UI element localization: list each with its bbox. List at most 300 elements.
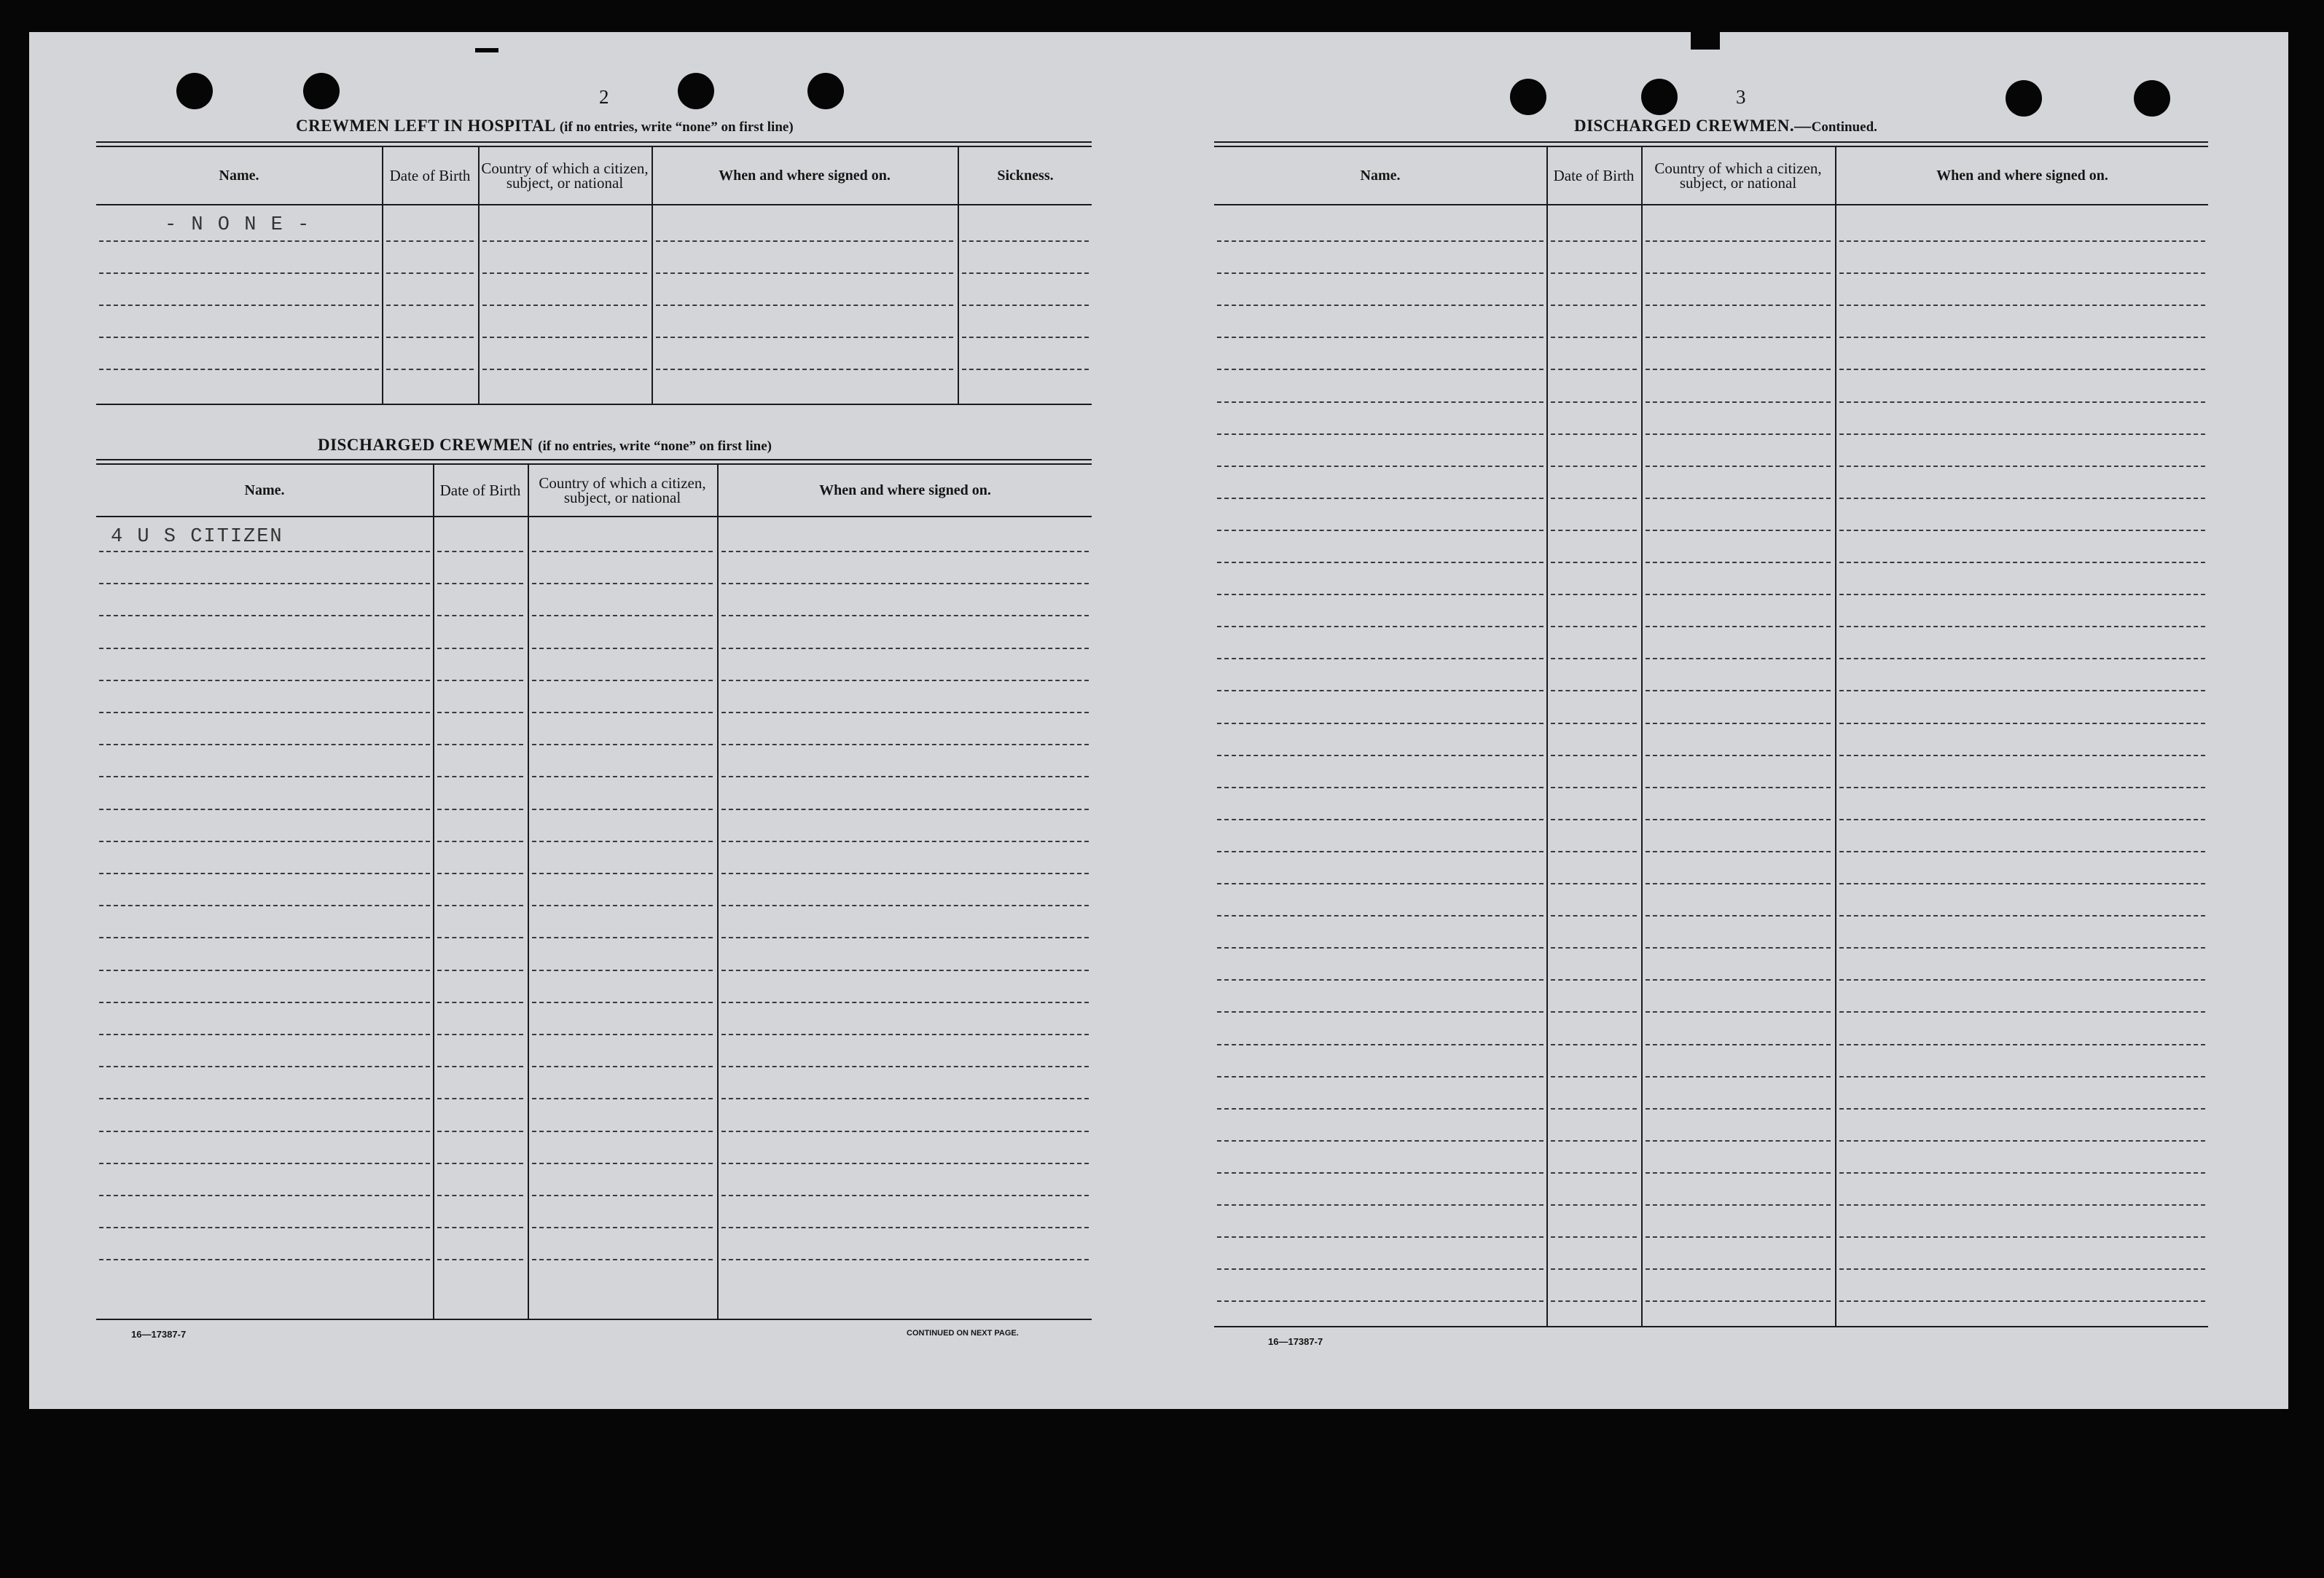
dashed-row-line [386,305,474,306]
dashed-row-line [437,1066,523,1067]
dashed-row-line [962,240,1089,242]
dashed-row-line [1646,1140,1831,1142]
dashed-row-line [99,1034,430,1035]
dashed-row-line [1217,690,1544,691]
dashed-row-line [532,648,713,649]
dashed-row-line [721,712,1089,713]
dashed-row-line [1217,1172,1544,1174]
continued-suffix: Continued. [1811,119,1877,135]
dashed-row-line [99,1195,430,1196]
dashed-row-line [1551,466,1637,467]
dashed-row-line [1839,1011,2205,1013]
dashed-row-line [437,680,523,681]
dashed-row-line [1551,1011,1637,1013]
dashed-row-line [1646,272,1831,274]
dashed-row-line [437,1195,523,1196]
dashed-row-line [1217,1204,1544,1206]
dashed-row-line [1839,1044,2205,1045]
dashed-row-line [1839,272,2205,274]
dashed-row-line [1646,1172,1831,1174]
dashed-row-line [1551,1076,1637,1077]
dashed-row-line [1217,562,1544,563]
column-header-sickness: Sickness. [997,168,1054,184]
dashed-row-line [721,1098,1089,1099]
dashed-row-line [962,305,1089,306]
dashed-row-line [1646,690,1831,691]
dashed-row-line [1839,369,2205,370]
dashed-row-line [1646,883,1831,884]
dashed-row-line [1217,1011,1544,1013]
dashed-row-line [532,1195,713,1196]
dashed-row-line [386,369,474,370]
dashed-row-line [437,1259,523,1260]
dashed-row-line [721,583,1089,584]
dashed-row-line [437,1002,523,1003]
dashed-row-line [721,905,1089,906]
dashed-row-line [656,305,953,306]
dashed-row-line [1217,433,1544,435]
dashed-row-line [721,1227,1089,1228]
page-number-left: 2 [599,86,609,108]
dashed-row-line [1646,851,1831,852]
dashed-row-line [99,873,430,874]
dashed-row-line [99,240,379,242]
dashed-row-line [1217,594,1544,595]
column-header-country: Country of which a citizen, subject, or national [1654,160,1822,192]
dashed-row-line [1839,562,2205,563]
dashed-row-line [1551,883,1637,884]
dashed-row-line [1646,1044,1831,1045]
dashed-row-line [1217,947,1544,949]
dashed-row-line [1646,305,1831,306]
hospital-subtitle-text: (if no entries, write “none” on first line) [559,119,794,135]
dashed-row-line [721,1131,1089,1132]
dashed-row-line [532,1002,713,1003]
column-header-name: Name. [244,482,285,498]
header-bottom-rule [96,516,1092,517]
dashed-row-line [437,873,523,874]
dashed-row-line [656,272,953,274]
dashed-row-line [386,240,474,242]
dashed-row-line [1217,658,1544,659]
dashed-row-line [532,905,713,906]
dashed-row-line [437,1163,523,1164]
dashed-row-line [99,841,430,842]
dashed-row-line [532,1227,713,1228]
column-divider [1835,147,1836,1326]
dashed-row-line [1551,433,1637,435]
dashed-row-line [1646,787,1831,788]
dashed-row-line [1551,1300,1637,1302]
table-bottom-rule [96,404,1092,405]
dashed-row-line [1217,1108,1544,1110]
dashed-row-line [721,841,1089,842]
dashed-row-line [99,272,379,274]
dashed-row-line [1646,562,1831,563]
dashed-row-line [1646,498,1831,499]
dashed-row-line [99,1002,430,1003]
table-top-rule [96,463,1092,465]
table-top-rule [1214,146,2208,147]
dashed-row-line [1551,851,1637,852]
discharged-continued-text: DISCHARGED CREWMEN.— [1574,117,1812,135]
dashed-row-line [1551,723,1637,724]
punch-hole [2006,80,2042,117]
dashed-row-line [1551,240,1637,242]
page-number-right: 3 [1736,86,1746,108]
dashed-row-line [1839,530,2205,531]
dashed-row-line [1646,1011,1831,1013]
dashed-row-line [1839,1108,2205,1110]
dashed-row-line [1646,337,1831,338]
dashed-row-line [1217,851,1544,852]
column-divider [1546,147,1548,1326]
dashed-row-line [1646,947,1831,949]
dashed-row-line [1551,1140,1637,1142]
column-header-name: Name. [1360,168,1401,184]
dashed-row-line [1551,690,1637,691]
table-top-rule [96,141,1092,143]
dashed-row-line [1217,272,1544,274]
hospital-row-entry: - N O N E - [165,214,311,236]
column-header-dob: Date of Birth [439,482,521,499]
dashed-row-line [1646,240,1831,242]
dashed-row-line [99,1131,430,1132]
dashed-row-line [532,1259,713,1260]
dashed-row-line [532,680,713,681]
dashed-row-line [1839,1076,2205,1077]
discharged-subtitle-text: (if no entries, write “none” on first line) [538,439,772,454]
dashed-row-line [1551,594,1637,595]
dashed-row-line [1839,1300,2205,1302]
dashed-row-line [1217,1076,1544,1077]
dashed-row-line [1646,723,1831,724]
dashed-row-line [437,841,523,842]
dashed-row-line [721,1195,1089,1196]
form-number-left: 16—17387-7 [131,1329,187,1340]
discharged-title-text: DISCHARGED CREWMEN [318,436,533,454]
dashed-row-line [99,776,430,777]
dashed-row-line [1217,498,1544,499]
dashed-row-line [437,776,523,777]
dashed-row-line [1551,562,1637,563]
dashed-row-line [1551,755,1637,756]
dashed-row-line [1646,1300,1831,1302]
dashed-row-line [1217,915,1544,916]
dashed-row-line [1551,1268,1637,1270]
dashed-row-line [1839,1236,2205,1238]
dashed-row-line [99,583,430,584]
dashed-row-line [1646,594,1831,595]
dashed-row-line [482,272,647,274]
dashed-row-line [1217,883,1544,884]
discharged-continued-title [1574,117,1877,136]
dashed-row-line [532,1034,713,1035]
dashed-row-line [1217,1236,1544,1238]
edge-mark [475,48,498,52]
dashed-row-line [1646,369,1831,370]
dashed-row-line [437,1034,523,1035]
punch-hole [678,73,714,109]
dashed-row-line [721,615,1089,616]
dashed-row-line [532,1163,713,1164]
dashed-row-line [1551,1172,1637,1174]
table-top-rule [96,459,1092,460]
dashed-row-line [1839,819,2205,820]
dashed-row-line [721,744,1089,745]
dashed-row-line [1217,819,1544,820]
dashed-row-line [1551,947,1637,949]
dashed-row-line [1646,1108,1831,1110]
dashed-row-line [532,841,713,842]
dashed-row-line [99,1163,430,1164]
document-sheet [29,32,2288,1409]
dashed-row-line [721,1002,1089,1003]
dashed-row-line [437,970,523,971]
dashed-row-line [1646,530,1831,531]
dashed-row-line [1551,787,1637,788]
table-top-rule [1214,141,2208,143]
dashed-row-line [1551,337,1637,338]
dashed-row-line [1551,1236,1637,1238]
dashed-row-line [482,240,647,242]
dashed-row-line [1217,626,1544,627]
dashed-row-line [1551,979,1637,981]
dashed-row-line [1217,369,1544,370]
dashed-row-line [386,272,474,274]
dashed-row-line [1839,1172,2205,1174]
dashed-row-line [1217,787,1544,788]
dashed-row-line [437,712,523,713]
dashed-row-line [656,240,953,242]
dashed-row-line [99,615,430,616]
dashed-row-line [482,337,647,338]
column-header-dob: Date of Birth [389,167,471,184]
dashed-row-line [1217,240,1544,242]
dashed-row-line [1839,1268,2205,1270]
dashed-row-line [532,776,713,777]
dashed-row-line [1551,369,1637,370]
header-bottom-rule [96,204,1092,205]
dashed-row-line [1646,1236,1831,1238]
dashed-row-line [99,1227,430,1228]
edge-mark [1691,32,1720,50]
dashed-row-line [1551,626,1637,627]
dashed-row-line [99,369,379,370]
dashed-row-line [1217,723,1544,724]
dashed-row-line [721,1034,1089,1035]
dashed-row-line [1839,723,2205,724]
dashed-row-line [1839,851,2205,852]
dashed-row-line [1551,498,1637,499]
dashed-row-line [721,970,1089,971]
dashed-row-line [386,337,474,338]
dashed-row-line [721,809,1089,810]
dashed-row-line [1217,337,1544,338]
dashed-row-line [532,873,713,874]
header-bottom-rule [1214,204,2208,205]
dashed-row-line [99,1259,430,1260]
column-divider [528,465,529,1319]
punch-hole [1641,79,1678,115]
dashed-row-line [1646,433,1831,435]
dashed-row-line [1551,1108,1637,1110]
dashed-row-line [437,615,523,616]
discharged-section-title [318,436,772,455]
dashed-row-line [532,712,713,713]
dashed-row-line [532,551,713,552]
dashed-row-line [437,551,523,552]
dashed-row-line [721,873,1089,874]
dashed-row-line [1646,915,1831,916]
dashed-row-line [1217,1044,1544,1045]
dashed-row-line [1839,626,2205,627]
dashed-row-line [1551,1044,1637,1045]
dashed-row-line [1217,466,1544,467]
dashed-row-line [1839,658,2205,659]
dashed-row-line [962,337,1089,338]
dashed-row-line [1839,240,2205,242]
table-bottom-rule [1214,1326,2208,1327]
dashed-row-line [437,1098,523,1099]
column-header-dob: Date of Birth [1553,167,1635,184]
dashed-row-line [721,776,1089,777]
column-header-signed_on: When and where signed on. [1936,168,2108,184]
dashed-row-line [721,1259,1089,1260]
punch-hole [303,73,340,109]
dashed-row-line [437,809,523,810]
dashed-row-line [721,648,1089,649]
dashed-row-line [1646,401,1831,403]
column-header-name: Name. [219,168,259,184]
dashed-row-line [1217,1300,1544,1302]
column-header-country: Country of which a citizen, subject, or national [481,160,649,192]
dashed-row-line [1839,498,2205,499]
dashed-row-line [482,369,647,370]
dashed-row-line [1217,755,1544,756]
column-divider [433,465,434,1319]
dashed-row-line [1839,1204,2205,1206]
dashed-row-line [437,744,523,745]
dashed-row-line [1839,337,2205,338]
dashed-row-line [99,744,430,745]
column-header-signed_on: When and where signed on. [719,168,891,184]
dashed-row-line [1839,947,2205,949]
continued-note: CONTINUED ON NEXT PAGE. [907,1329,1019,1338]
dashed-row-line [99,551,430,552]
dashed-row-line [1217,305,1544,306]
dashed-row-line [99,305,379,306]
column-divider [717,465,719,1319]
dashed-row-line [532,970,713,971]
dashed-row-line [99,937,430,938]
dashed-row-line [99,809,430,810]
dashed-row-line [99,1098,430,1099]
dashed-row-line [1551,915,1637,916]
dashed-row-line [99,970,430,971]
dashed-row-line [482,305,647,306]
dashed-row-line [656,369,953,370]
dashed-row-line [1839,755,2205,756]
dashed-row-line [1839,433,2205,435]
dashed-row-line [99,1066,430,1067]
dashed-row-line [1551,401,1637,403]
punch-hole [2134,80,2170,117]
dashed-row-line [1551,1204,1637,1206]
dashed-row-line [1646,979,1831,981]
table-top-rule [96,146,1092,147]
dashed-row-line [437,1131,523,1132]
dashed-row-line [1839,979,2205,981]
hospital-title-text: CREWMEN LEFT IN HOSPITAL [296,117,555,135]
punch-hole [807,73,844,109]
dashed-row-line [99,712,430,713]
dashed-row-line [1551,530,1637,531]
column-header-country: Country of which a citizen, subject, or national [539,474,706,506]
dashed-row-line [1646,1076,1831,1077]
dashed-row-line [532,615,713,616]
dashed-row-line [437,905,523,906]
dashed-row-line [532,1131,713,1132]
dashed-row-line [1839,401,2205,403]
dashed-row-line [532,744,713,745]
dashed-row-line [437,583,523,584]
dashed-row-line [1839,305,2205,306]
dashed-row-line [1839,915,2205,916]
discharged-row-entry: 4 U S CITIZEN [111,526,283,548]
dashed-row-line [437,1227,523,1228]
dashed-row-line [721,551,1089,552]
punch-hole [176,73,213,109]
dashed-row-line [721,937,1089,938]
dashed-row-line [1839,787,2205,788]
column-divider [1641,147,1643,1326]
dashed-row-line [721,1163,1089,1164]
dashed-row-line [1217,401,1544,403]
dashed-row-line [1551,819,1637,820]
dashed-row-line [721,680,1089,681]
dashed-row-line [99,680,430,681]
dashed-row-line [1217,1140,1544,1142]
dashed-row-line [1646,626,1831,627]
dashed-row-line [437,937,523,938]
dashed-row-line [1839,1140,2205,1142]
dashed-row-line [1646,658,1831,659]
dashed-row-line [99,648,430,649]
dashed-row-line [721,1066,1089,1067]
dashed-row-line [532,1066,713,1067]
dashed-row-line [532,583,713,584]
dashed-row-line [1839,883,2205,884]
dashed-row-line [1217,530,1544,531]
dashed-row-line [1551,658,1637,659]
dashed-row-line [532,937,713,938]
dashed-row-line [1217,979,1544,981]
dashed-row-line [1551,272,1637,274]
dashed-row-line [1646,1268,1831,1270]
form-number-right: 16—17387-7 [1268,1336,1323,1347]
dashed-row-line [1551,305,1637,306]
dashed-row-line [1646,755,1831,756]
dashed-row-line [1217,1268,1544,1270]
dashed-row-line [1646,466,1831,467]
dashed-row-line [1646,819,1831,820]
dashed-row-line [437,648,523,649]
dashed-row-line [1839,690,2205,691]
table-bottom-rule [96,1319,1092,1320]
hospital-section-title [296,117,794,136]
dashed-row-line [962,272,1089,274]
